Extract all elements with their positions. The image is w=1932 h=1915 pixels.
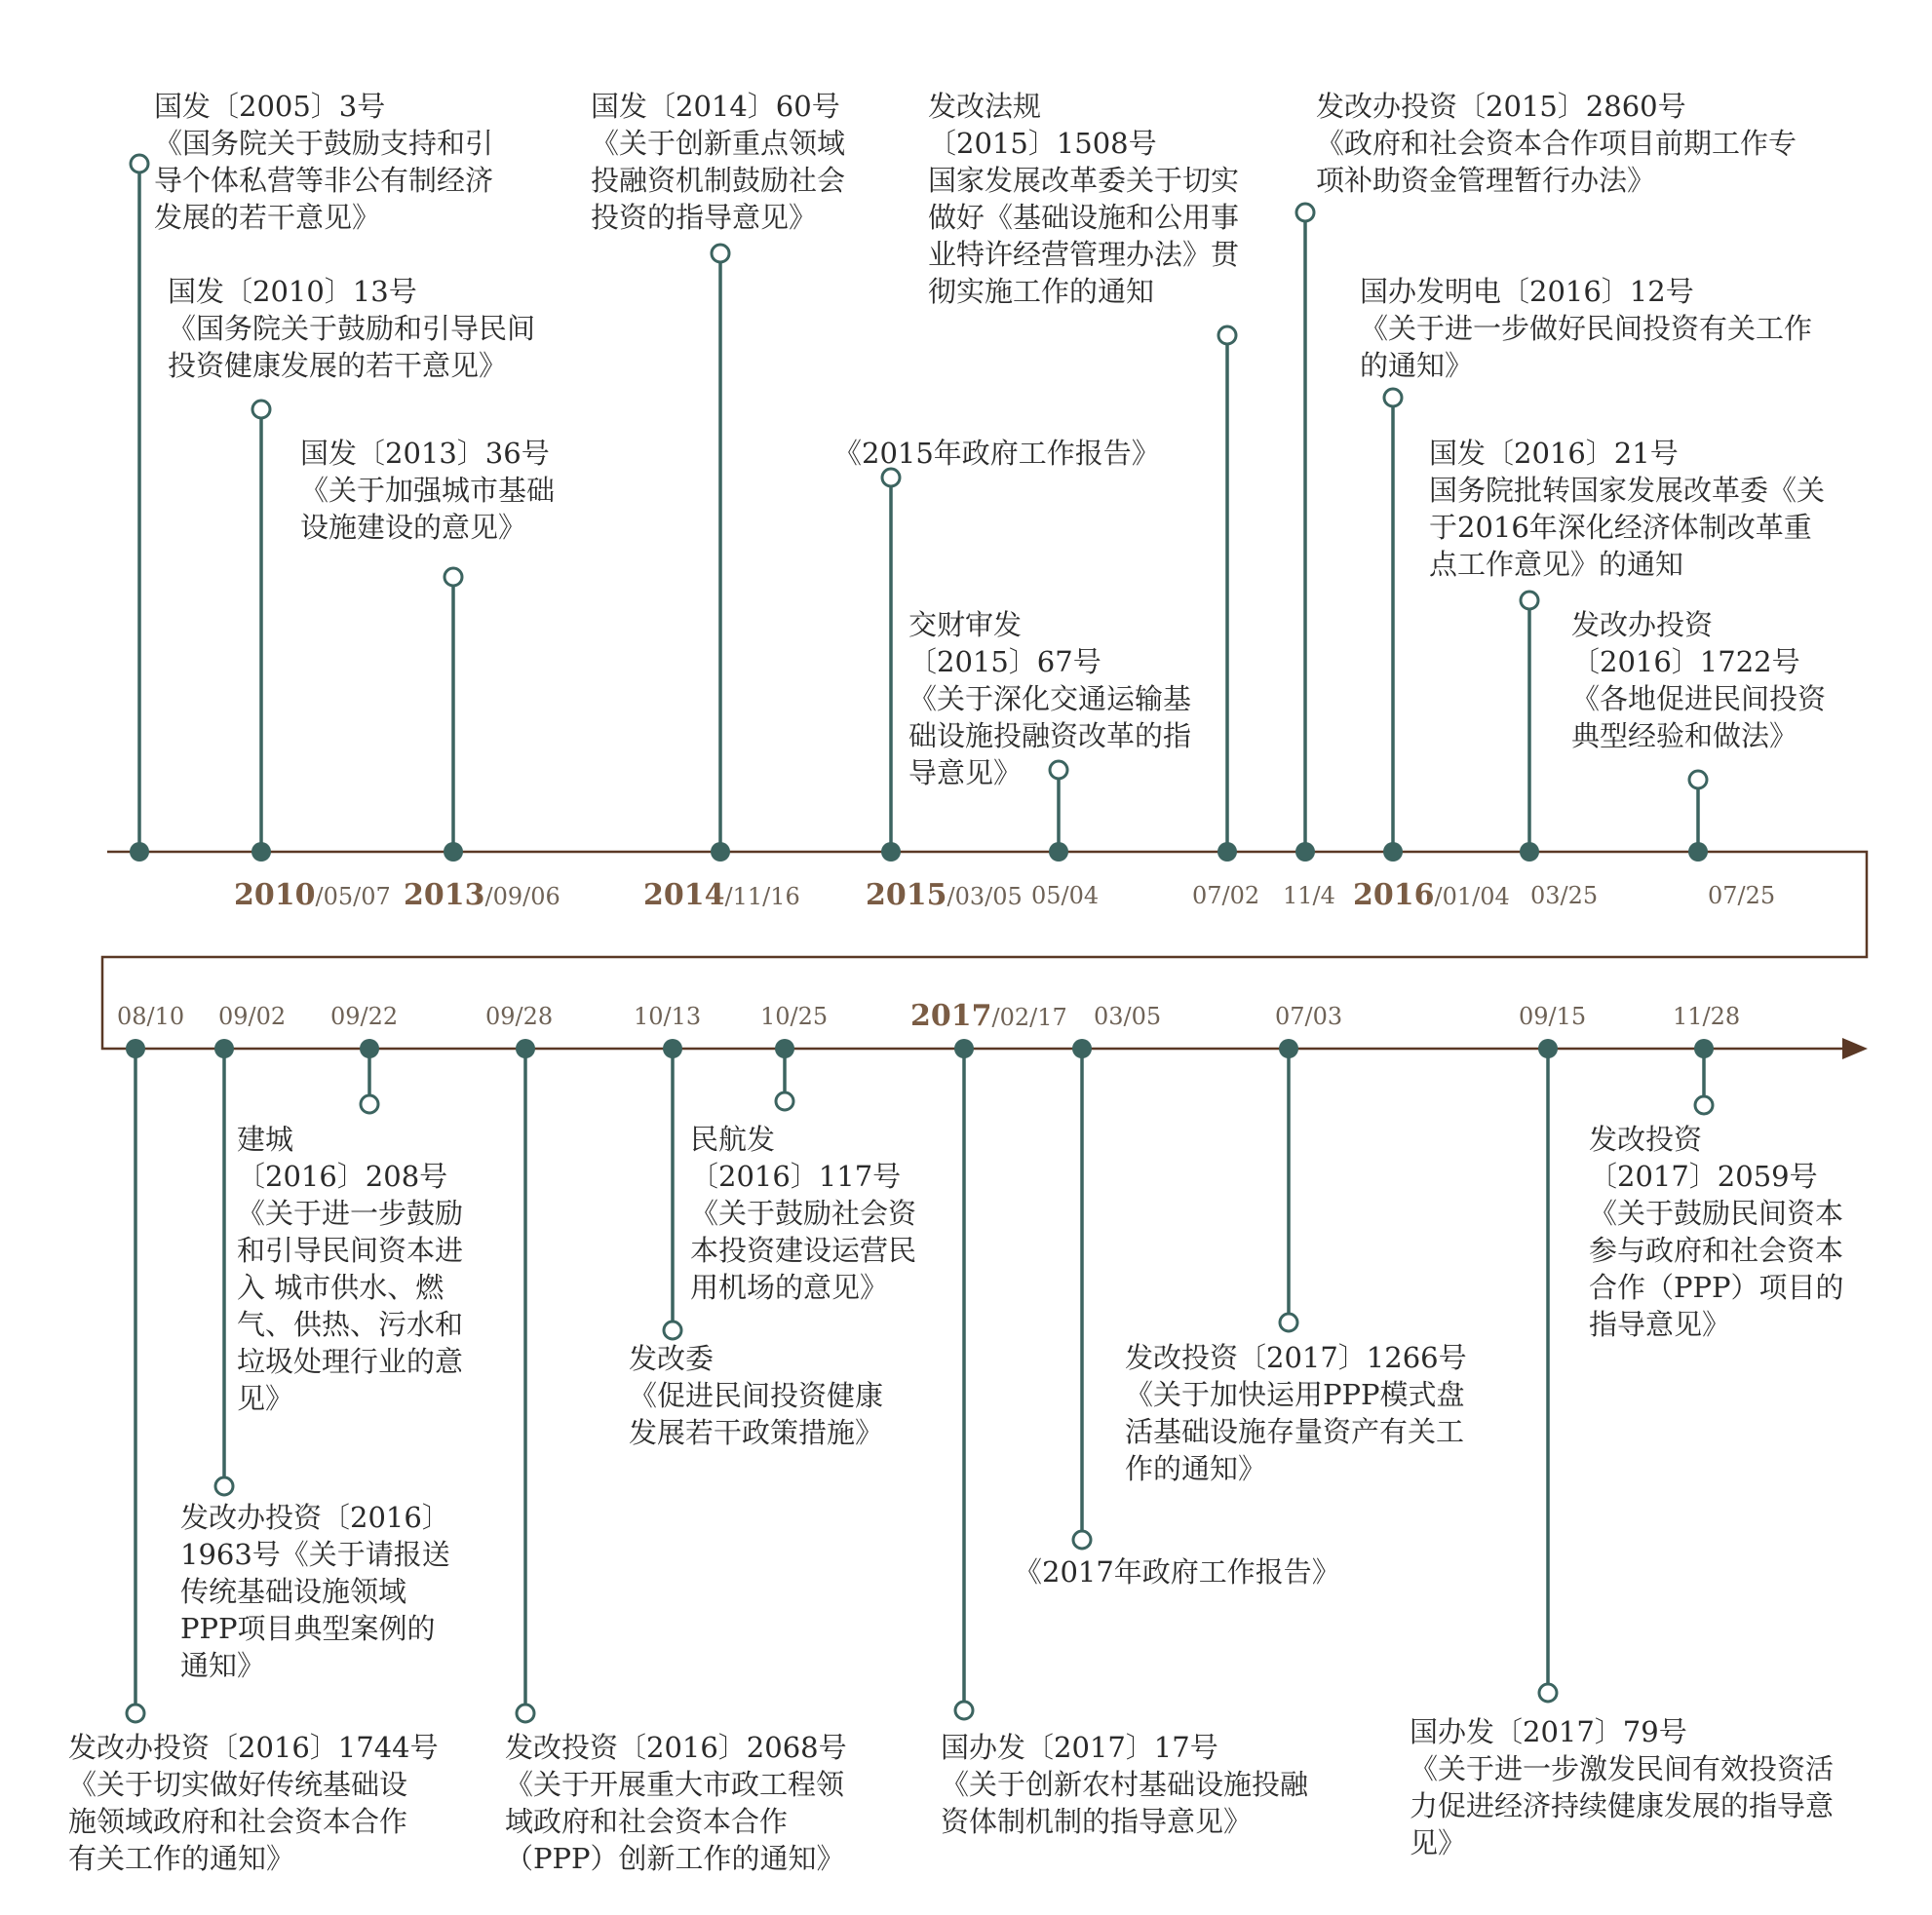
event-label (68, 1729, 439, 1877)
event-label (1360, 273, 1812, 384)
event-label-line: 导意见》 (908, 756, 1023, 789)
event-label-line: 《2015年政府工作报告》 (833, 437, 1160, 470)
event-label-line: 建城 (237, 1123, 294, 1156)
event-label-line: 《国务院关于鼓励支持和引 (154, 127, 494, 160)
event-node (881, 842, 901, 862)
event-label-line: 指导意见》 (1589, 1308, 1731, 1341)
event-node (1295, 842, 1315, 862)
event-label-line: 《关于深化交通运输基 (908, 682, 1192, 715)
event-label-line: 〔2016〕117号 (690, 1160, 902, 1193)
event-label (690, 1121, 916, 1306)
date-day: 07/25 (1708, 882, 1776, 909)
event-label-line: 资体制机制的指导意见》 (941, 1805, 1253, 1838)
event-node (130, 842, 149, 862)
event-label-line: 发改委 (629, 1342, 715, 1375)
event-ring (127, 1704, 144, 1722)
event-label-line: 发改法规 (928, 90, 1042, 123)
event-label-line: 国发〔2013〕36号 (300, 437, 550, 470)
event-ring (1280, 1314, 1297, 1331)
date-day: 09/28 (485, 1003, 554, 1030)
date-label (1519, 1002, 1586, 1031)
event-ring (1296, 204, 1314, 221)
date-label (330, 1002, 398, 1031)
event-label (941, 1729, 1308, 1840)
event-label (1429, 435, 1825, 583)
date-label (1283, 881, 1335, 910)
event-ring (1218, 326, 1236, 344)
event-label-line: 《国务院关于鼓励和引导民间 (168, 312, 536, 345)
event-node (251, 842, 271, 862)
event-label-line: 〔2016〕208号 (237, 1160, 448, 1193)
date-day: /09/06 (484, 883, 560, 910)
date-year: 2017 (910, 999, 992, 1033)
date-year: 2010 (234, 878, 316, 912)
date-label (234, 878, 391, 912)
timeline-arrowhead (1842, 1038, 1868, 1059)
event-label-line: 有关工作的通知》 (68, 1842, 295, 1875)
event-label (180, 1499, 450, 1684)
event-node (1383, 842, 1403, 862)
event-label (1571, 606, 1826, 754)
date-day: /03/05 (947, 883, 1023, 910)
event-label-line: 发改投资 (1589, 1123, 1703, 1156)
event-label-line: 点工作意见》的通知 (1429, 548, 1684, 581)
event-label-line: 《关于加快运用PPP模式盘 (1125, 1378, 1465, 1411)
event-label-line: 〔2015〕1508号 (928, 127, 1157, 160)
event-label (629, 1340, 883, 1451)
date-day: 03/05 (1094, 1003, 1162, 1030)
event-label (1410, 1713, 1834, 1861)
date-year: 2014 (643, 878, 725, 912)
date-label (910, 999, 1067, 1033)
date-day: 09/22 (330, 1003, 399, 1030)
event-label-line: 本投资建设运营民 (690, 1234, 917, 1267)
event-label-line: 《关于鼓励社会资 (690, 1197, 917, 1230)
date-label (1192, 881, 1259, 910)
event-label-line: 国务院批转国家发展改革委《关 (1429, 474, 1826, 507)
event-label-line: 交财审发 (908, 608, 1023, 641)
event-ring (1695, 1096, 1713, 1114)
event-label-line: 见》 (237, 1382, 294, 1415)
date-label (866, 878, 1023, 912)
date-label (1275, 1002, 1342, 1031)
event-ring (131, 155, 148, 172)
date-day: 09/02 (218, 1003, 287, 1030)
date-label (1530, 881, 1598, 910)
event-node (1538, 1039, 1558, 1058)
date-day: 10/25 (760, 1003, 829, 1030)
event-node (126, 1039, 145, 1058)
event-label (237, 1121, 463, 1417)
event-label-line: 见》 (1410, 1826, 1467, 1859)
event-node (444, 842, 463, 862)
event-node (1072, 1039, 1092, 1058)
event-label-line: 《关于开展重大市政工程领 (505, 1768, 845, 1801)
event-label-line: 〔2016〕1722号 (1571, 645, 1800, 678)
event-label-line: 和引导民间资本进 (237, 1234, 464, 1267)
event-node (775, 1039, 794, 1058)
event-label (154, 88, 493, 236)
event-label-line: 《关于进一步鼓励 (237, 1197, 464, 1230)
event-ring (664, 1321, 681, 1339)
date-label (1094, 1002, 1161, 1031)
event-label-line: 做好《基础设施和公用事 (928, 201, 1240, 234)
event-label-line: 入 城市供水、燃 (237, 1271, 444, 1304)
event-ring (517, 1704, 534, 1722)
event-label-line: 导个体私营等非公有制经济 (154, 164, 494, 197)
event-label-line: 民航发 (690, 1123, 776, 1156)
event-label-line: 发改办投资〔2016〕1744号 (68, 1731, 439, 1764)
event-label-line: 力促进经济持续健康发展的指导意 (1410, 1789, 1835, 1822)
event-label (928, 88, 1239, 310)
event-label-line: 传统基础设施领域 (180, 1575, 407, 1608)
date-day: 11/4 (1283, 882, 1335, 909)
date-year: 2013 (404, 878, 485, 912)
date-day: 07/02 (1192, 882, 1260, 909)
event-label-line: 发改办投资〔2015〕2860号 (1316, 90, 1686, 123)
date-label (218, 1002, 286, 1031)
event-label-line: 国办发〔2017〕17号 (941, 1731, 1218, 1764)
event-label-line: 的通知》 (1360, 349, 1474, 382)
event-ring (776, 1092, 793, 1110)
date-day: /05/07 (315, 883, 391, 910)
event-label-line: 发改投资〔2017〕1266号 (1125, 1341, 1467, 1374)
date-label (485, 1002, 553, 1031)
event-label-line: （PPP）创新工作的通知》 (505, 1842, 845, 1875)
date-day: 11/28 (1673, 1003, 1741, 1030)
event-node (954, 1039, 974, 1058)
event-label (300, 435, 555, 546)
date-label (1031, 881, 1099, 910)
date-day: /11/16 (724, 883, 800, 910)
event-label-line: 投融资机制鼓励社会 (591, 164, 846, 197)
event-node (1688, 842, 1708, 862)
date-day: 10/13 (634, 1003, 702, 1030)
event-label-line: 国发〔2014〕60号 (591, 90, 840, 123)
event-label-line: 国办发明电〔2016〕12号 (1360, 275, 1694, 308)
event-label-line: 《各地促进民间投资 (1571, 682, 1827, 715)
event-ring (1521, 592, 1538, 609)
event-ring (444, 568, 462, 586)
event-label-line: 发改投资〔2016〕2068号 (505, 1731, 847, 1764)
event-label-line: 发改办投资 (1571, 608, 1714, 641)
date-label (404, 878, 560, 912)
date-year: 2015 (866, 878, 947, 912)
event-node (214, 1039, 234, 1058)
event-label-line: 项补助资金管理暂行办法》 (1316, 164, 1656, 197)
date-label (760, 1002, 828, 1031)
event-node (711, 842, 730, 862)
event-node (360, 1039, 379, 1058)
event-ring (1539, 1684, 1557, 1702)
event-label-line: 《促进民间投资健康 (629, 1379, 884, 1412)
event-label-line: 〔2017〕2059号 (1589, 1160, 1818, 1193)
event-label-line: 〔2015〕67号 (908, 645, 1101, 678)
event-ring (955, 1702, 973, 1719)
event-label-line: 作的通知》 (1125, 1452, 1267, 1485)
date-day: 09/15 (1519, 1003, 1587, 1030)
event-label-line: 发展的若干意见》 (154, 201, 381, 234)
event-label (1014, 1553, 1340, 1590)
date-day: 05/04 (1031, 882, 1100, 909)
date-label (117, 1002, 184, 1031)
event-label-line: 《关于进一步做好民间投资有关工作 (1360, 312, 1813, 345)
event-label-line: 垃圾处理行业的意 (237, 1345, 464, 1378)
date-day: 03/25 (1530, 882, 1599, 909)
event-label-line: 用机场的意见》 (690, 1271, 889, 1304)
event-ring (1689, 771, 1707, 788)
event-node (1217, 842, 1237, 862)
event-label-line: 业特许经营管理办法》贯 (928, 238, 1240, 271)
date-day: /01/04 (1434, 883, 1510, 910)
event-label-line: PPP项目典型案例的 (180, 1612, 436, 1645)
event-label-line: 《政府和社会资本合作项目前期工作专 (1316, 127, 1797, 160)
event-label-line: 施领域政府和社会资本合作 (68, 1805, 408, 1838)
event-node (663, 1039, 682, 1058)
event-label-line: 投资的指导意见》 (591, 201, 818, 234)
event-node (1049, 842, 1068, 862)
event-label-line: 域政府和社会资本合作 (505, 1805, 789, 1838)
date-day: 07/03 (1275, 1003, 1343, 1030)
event-ring (1384, 389, 1402, 406)
date-label (643, 878, 800, 912)
event-label (833, 435, 1160, 472)
event-label-line: 《关于鼓励民间资本 (1589, 1197, 1844, 1230)
date-label (1673, 1002, 1740, 1031)
event-label-line: 设施建设的意见》 (300, 511, 527, 544)
event-label (168, 273, 535, 384)
date-label (1708, 881, 1775, 910)
event-label-line: 础设施投融资改革的指 (908, 719, 1192, 752)
event-label-line: 发展若干政策措施》 (629, 1416, 884, 1449)
event-label-line: 彻实施工作的通知 (928, 275, 1155, 308)
event-label (591, 88, 845, 236)
event-label-line: 1963号《关于请报送 (180, 1538, 450, 1571)
event-label-line: 国发〔2016〕21号 (1429, 437, 1679, 470)
date-day: 08/10 (117, 1003, 185, 1030)
event-ring (1073, 1531, 1091, 1549)
event-label-line: 国发〔2010〕13号 (168, 275, 417, 308)
date-label (634, 1002, 701, 1031)
event-label-line: 《2017年政府工作报告》 (1014, 1555, 1340, 1589)
event-node (516, 1039, 535, 1058)
event-label-line: 通知》 (180, 1649, 266, 1682)
event-label-line: 国家发展改革委关于切实 (928, 164, 1240, 197)
event-node (1520, 842, 1539, 862)
event-label-line: 《关于创新农村基础设施投融 (941, 1768, 1309, 1801)
event-label-line: 国发〔2005〕3号 (154, 90, 386, 123)
event-label-line: 《关于加强城市基础 (300, 474, 556, 507)
date-label (1353, 878, 1510, 912)
event-label-line: 《关于进一步激发民间有效投资活 (1410, 1752, 1835, 1785)
event-label-line: 投资健康发展的若干意见》 (168, 349, 508, 382)
date-year: 2016 (1353, 878, 1435, 912)
event-label-line: 典型经验和做法》 (1571, 719, 1798, 752)
event-label (908, 606, 1191, 791)
event-node (1279, 1039, 1298, 1058)
event-label (1316, 88, 1797, 199)
event-label-line: 国办发〔2017〕79号 (1410, 1715, 1687, 1748)
event-label-line: 活基础设施存量资产有关工 (1125, 1415, 1465, 1448)
event-ring (215, 1477, 233, 1495)
event-label-line: 合作（PPP）项目的 (1589, 1271, 1844, 1304)
date-day: /02/17 (991, 1004, 1067, 1031)
event-label-line: 参与政府和社会资本 (1589, 1234, 1844, 1267)
event-ring (712, 245, 729, 262)
event-label (1589, 1121, 1844, 1343)
event-ring (252, 401, 270, 418)
event-label-line: 气、供热、污水和 (237, 1308, 464, 1341)
event-label-line: 《关于切实做好传统基础设 (68, 1768, 408, 1801)
event-label-line: 《关于创新重点领域 (591, 127, 846, 160)
event-label-line: 发改办投资〔2016〕 (180, 1501, 450, 1534)
event-node (1694, 1039, 1714, 1058)
event-label (505, 1729, 847, 1877)
event-ring (361, 1095, 378, 1113)
event-label-line: 于2016年深化经济体制改革重 (1429, 511, 1812, 544)
event-label (1125, 1339, 1467, 1487)
